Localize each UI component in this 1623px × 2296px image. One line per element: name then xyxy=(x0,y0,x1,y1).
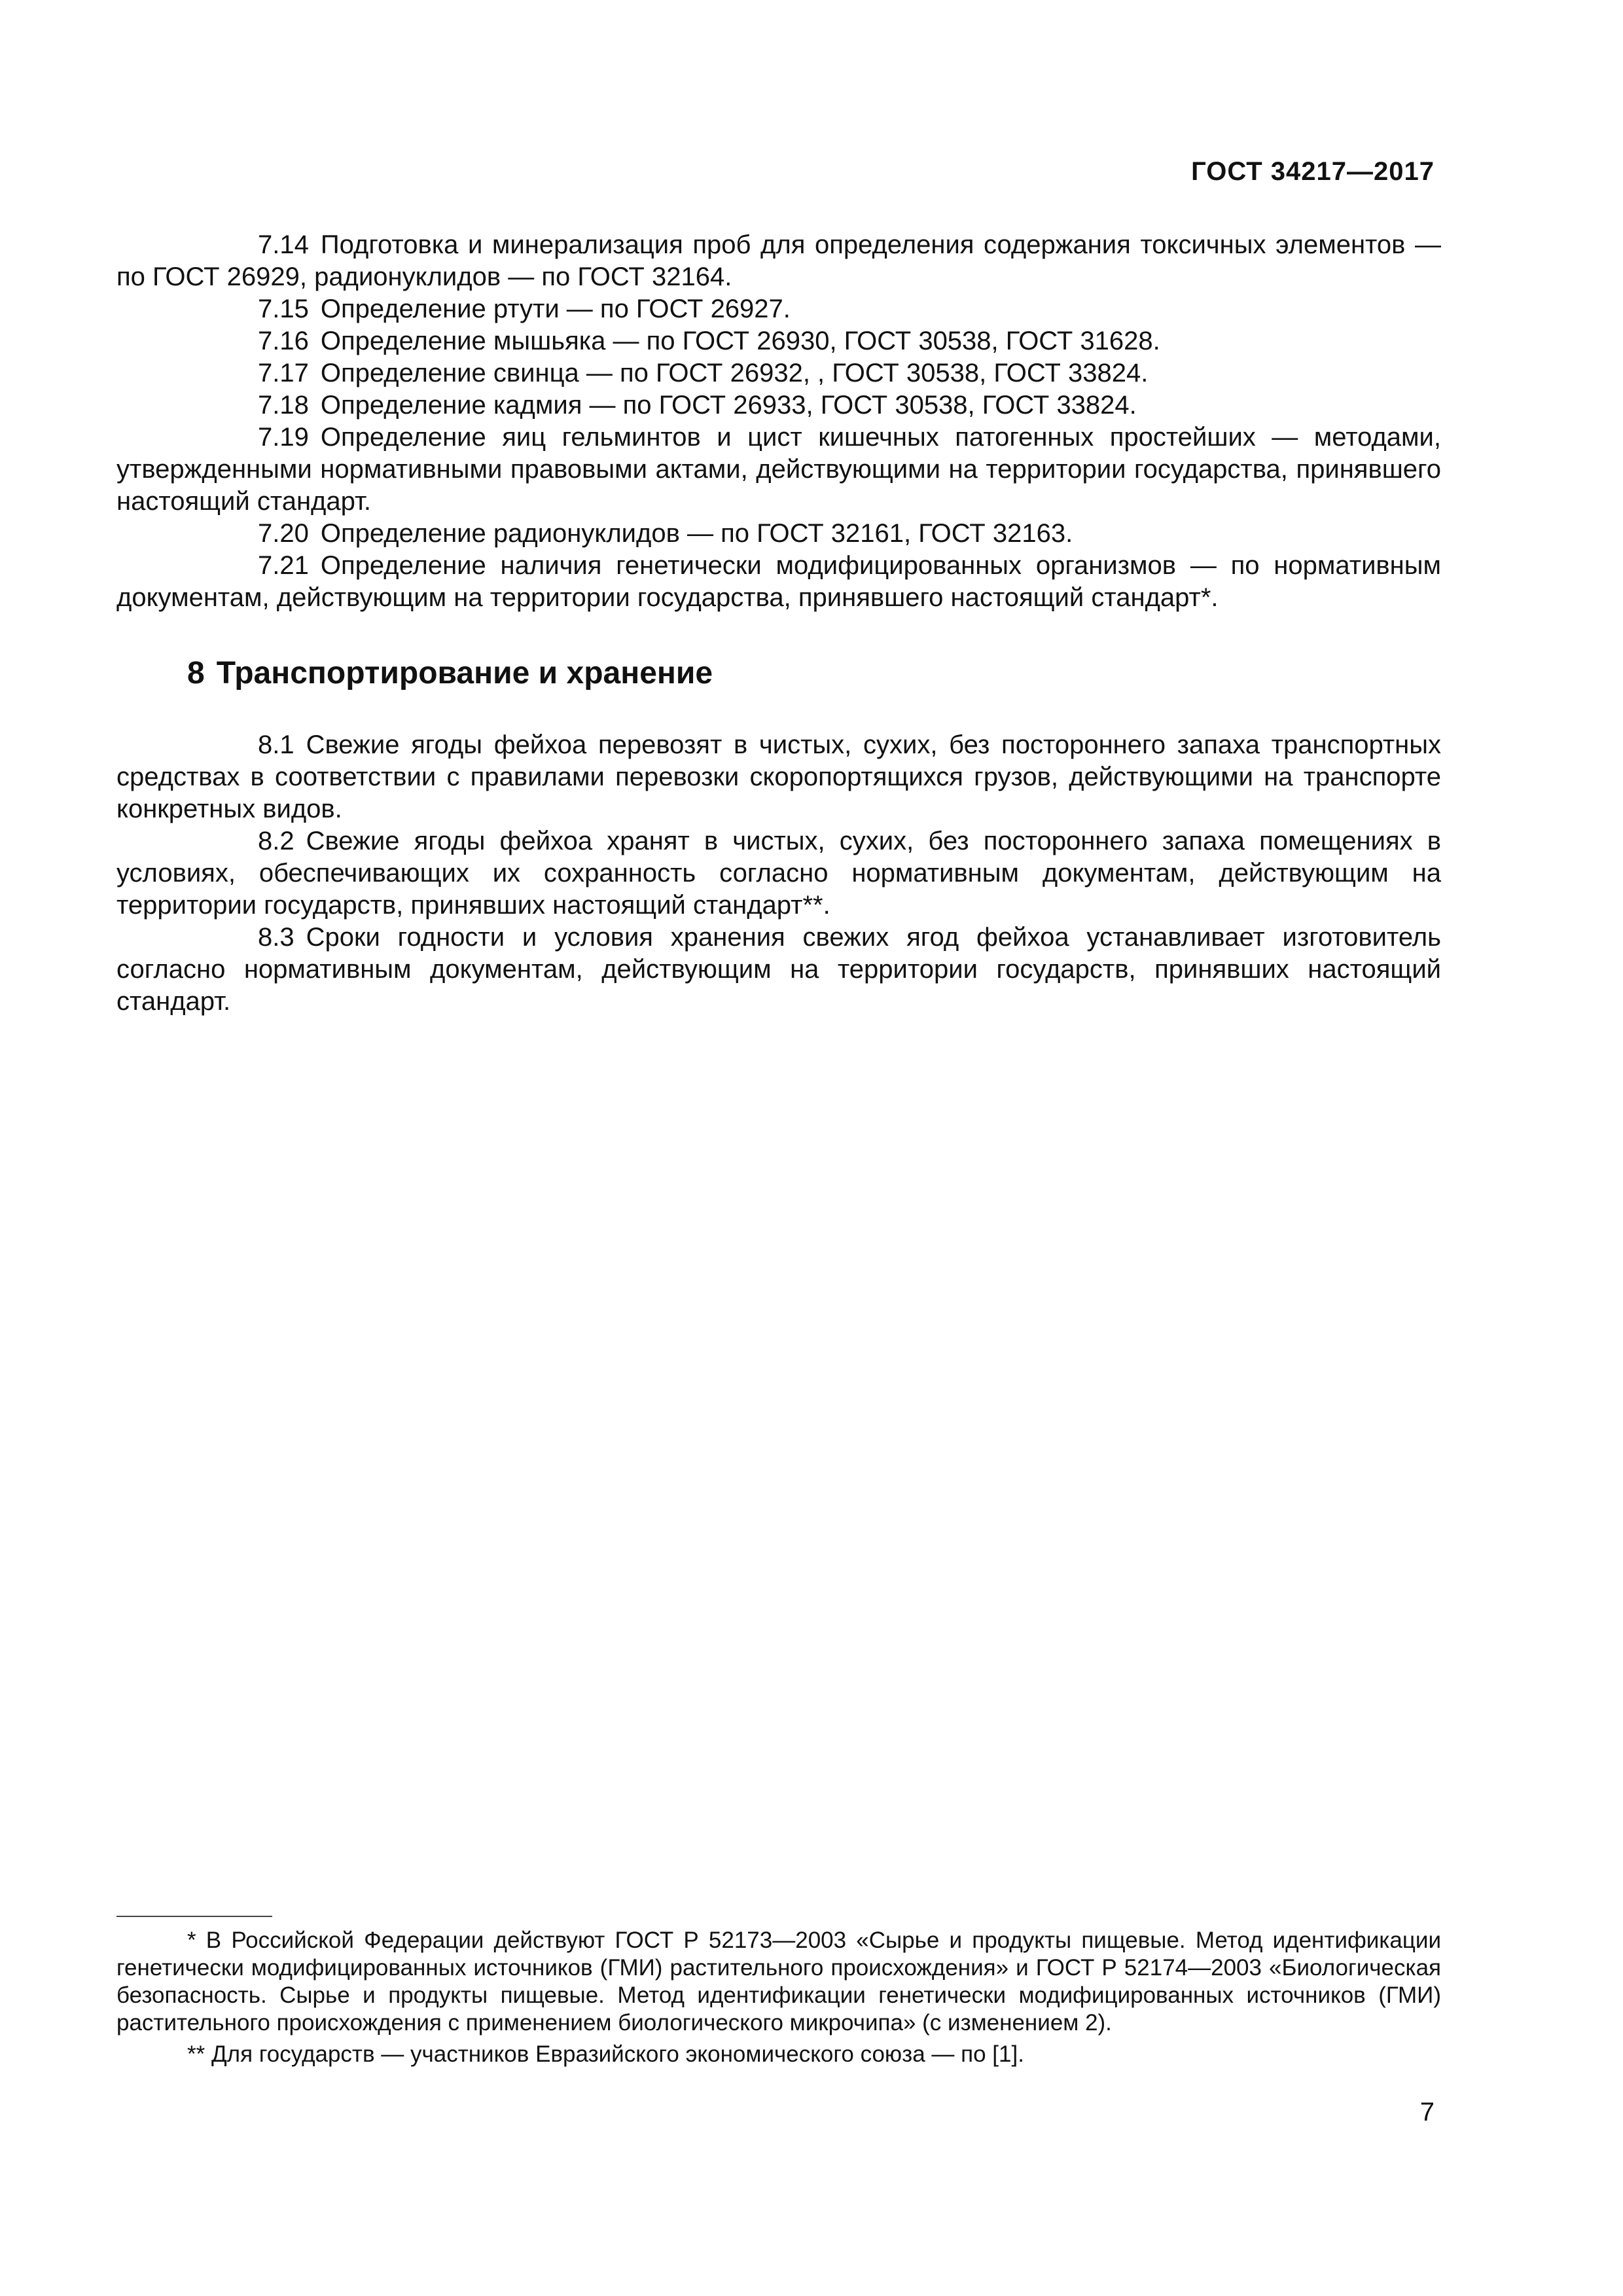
footnote-2: ** Для государств — участников Евразийского экономического союза — по [1]. xyxy=(187,2041,1024,2067)
clause-number: 8.1 xyxy=(258,730,294,759)
clause-8-1 xyxy=(116,729,1441,825)
clause-text: Определение кадмия — по ГОСТ 26933, ГОСТ 30538, ГОСТ 33824. xyxy=(320,391,1137,420)
clause-number: 7.20 xyxy=(258,519,309,548)
clause-text: Определение радионуклидов — по ГОСТ 32161, ГОСТ 32163. xyxy=(320,519,1073,548)
clause-text: Свежие ягоды фейхоа хранят в чистых, сухих, без постороннего запаха помещениях в условиях, обеспечивающих их сохранность согласно нормативным документам, действующим на территории государств, принявших настоящий стандарт**. xyxy=(116,827,1441,920)
document-body xyxy=(116,229,1441,1018)
clause-text: Определение мышьяка — по ГОСТ 26930, ГОСТ 30538, ГОСТ 31628. xyxy=(320,327,1160,355)
section-number: 8 xyxy=(187,656,205,691)
clause-number: 7.15 xyxy=(258,295,309,323)
clause-number: 7.16 xyxy=(258,327,309,355)
clause-7-15 xyxy=(116,293,1441,325)
clause-number: 7.14 xyxy=(258,230,309,259)
clause-7-14 xyxy=(116,229,1441,293)
section-title: Транспортирование и хранение xyxy=(216,656,713,691)
clause-text: Свежие ягоды фейхоа перевозят в чистых, сухих, без постороннего запаха транспортных средствах в соответствии с правилами перевозки скоропортящихся грузов, действующими на транспорте конкретных видов. xyxy=(116,730,1441,823)
clause-8-2 xyxy=(116,825,1441,922)
page-number: 7 xyxy=(1419,2098,1435,2126)
footnote-divider xyxy=(116,1916,272,1917)
clause-text: Определение ртути — по ГОСТ 26927. xyxy=(320,295,791,323)
clause-number: 8.3 xyxy=(258,923,294,952)
clause-text: Сроки годности и условия хранения свежих ягод фейхоа устанавливает изготовитель согласно нормативным документам, действующим на территории государств, принявших настоящий стандарт. xyxy=(116,923,1441,1016)
clause-7-18 xyxy=(116,389,1441,422)
footnote-1: * В Российской Федерации действуют ГОСТ Р 52173—2003 «Сырье и продукты пищевые. Метод идентификации генетически модифицированных источников (ГМИ) растительного происхождения» и ГОСТ Р 52174—2003 «Биологическая безопасность. Сырье и продукты пищевые. Метод идентификации генетически модифицированных источников (ГМИ) растительного происхождения с применением биологического микрочипа» (с изменением 2). xyxy=(116,1928,1441,2036)
footnotes xyxy=(116,1927,1441,2072)
clause-number: 7.19 xyxy=(258,423,309,452)
clause-number: 7.18 xyxy=(258,391,309,420)
clause-7-17 xyxy=(116,357,1441,389)
clause-text: Определение наличия генетически модифицированных организмов — по нормативным документам, действующим на территории государства, принявшего настоящий стандарт*. xyxy=(116,551,1441,612)
clause-text: Подготовка и минерализация проб для определения содержания токсичных элементов — по ГОСТ 26929, радионуклидов — по ГОСТ 32164. xyxy=(116,230,1441,291)
clause-text: Определение свинца — по ГОСТ 26932, , ГОСТ 30538, ГОСТ 33824. xyxy=(320,359,1149,387)
clause-8-3 xyxy=(116,922,1441,1018)
clause-text: Определение яиц гельминтов и цист кишечных патогенных простейших — методами, утвержденными нормативными правовыми актами, действующими на территории государства, принявшего настоящий стандарт. xyxy=(116,423,1441,516)
clause-7-19 xyxy=(116,422,1441,518)
clause-7-21 xyxy=(116,550,1441,614)
page-header-standard-code: ГОСТ 34217—2017 xyxy=(1191,157,1435,186)
clause-7-16 xyxy=(116,325,1441,357)
clause-number: 7.17 xyxy=(258,359,309,387)
clause-number: 7.21 xyxy=(258,551,309,580)
section-heading-8 xyxy=(116,655,1441,692)
clause-7-20 xyxy=(116,518,1441,550)
clause-number: 8.2 xyxy=(258,827,294,855)
